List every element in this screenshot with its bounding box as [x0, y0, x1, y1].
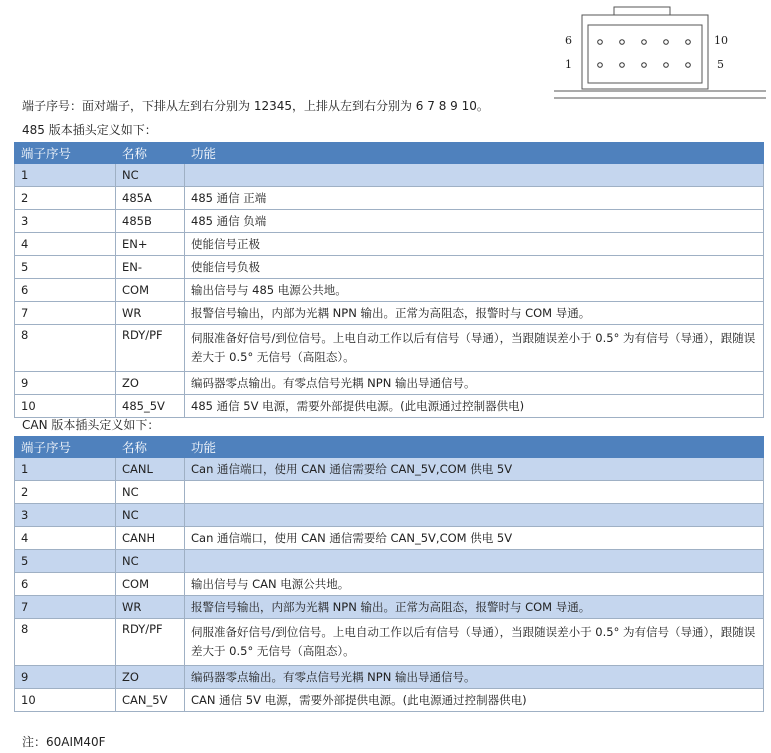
table-can-caption: CAN 版本插头定义如下：	[22, 418, 160, 432]
cell-func: 输出信号与 CAN 电源公共地。	[185, 573, 764, 596]
cell-num: 7	[15, 302, 116, 325]
cell-func: 编码器零点输出。有零点信号光耦 NPN 输出导通信号。	[185, 666, 764, 689]
header-name: 名称	[116, 437, 185, 458]
cell-num: 1	[15, 164, 116, 187]
cell-func	[185, 550, 764, 573]
cell-num: 8	[15, 619, 116, 666]
table-row	[15, 233, 764, 256]
table-485	[14, 142, 764, 418]
cell-name: NC	[116, 164, 185, 187]
cell-func	[185, 164, 764, 187]
table-row	[15, 164, 764, 187]
table-485-caption: 485 版本插头定义如下：	[22, 123, 157, 137]
cell-func: 伺服准备好信号/到位信号。上电自动工作以后有信号（导通），当跟随误差小于 0.5° 为有信号（导通），跟随误差大于 0.5° 无信号（高阻态）。	[185, 325, 764, 372]
terminal-numbering-note: 端子序号：面对端子，下排从左到右分别为 12345，上排从左到右分别为 6 7 8 9 10。	[22, 99, 489, 113]
cell-name: WR	[116, 596, 185, 619]
cell-name: 485_5V	[116, 395, 185, 418]
cell-num: 2	[15, 187, 116, 210]
cell-num: 7	[15, 596, 116, 619]
table-row	[15, 504, 764, 527]
cell-num: 3	[15, 504, 116, 527]
cell-func: CAN 通信 5V 电源，需要外部提供电源。(此电源通过控制器供电)	[185, 689, 764, 712]
table-row	[15, 619, 764, 666]
pin-label-10: 10	[714, 34, 728, 47]
cell-num: 4	[15, 527, 116, 550]
footnote: 注：60AIM40F	[22, 735, 106, 749]
cell-func	[185, 504, 764, 527]
cell-num: 6	[15, 573, 116, 596]
cell-name: WR	[116, 302, 185, 325]
cell-name: RDY/PF	[116, 619, 185, 666]
table-row	[15, 596, 764, 619]
cell-num: 2	[15, 481, 116, 504]
cell-name: ZO	[116, 372, 185, 395]
cell-num: 5	[15, 256, 116, 279]
connector-diagram	[552, 4, 768, 104]
table-row	[15, 666, 764, 689]
cell-name: 485A	[116, 187, 185, 210]
cell-num: 6	[15, 279, 116, 302]
cell-num: 3	[15, 210, 116, 233]
cell-name: NC	[116, 550, 185, 573]
cell-num: 10	[15, 689, 116, 712]
cell-func: 485 通信 负端	[185, 210, 764, 233]
table-row	[15, 689, 764, 712]
table-row	[15, 187, 764, 210]
cell-func: 伺服准备好信号/到位信号。上电自动工作以后有信号（导通），当跟随误差小于 0.5° 为有信号（导通），跟随误差大于 0.5° 无信号（高阻态）。	[185, 619, 764, 666]
table-row	[15, 256, 764, 279]
pin-label-1: 1	[565, 58, 572, 71]
table-row	[15, 395, 764, 418]
table-row	[15, 481, 764, 504]
connector-outline	[552, 4, 768, 104]
table-row	[15, 210, 764, 233]
table-row	[15, 573, 764, 596]
table-can	[14, 436, 764, 712]
cell-name: 485B	[116, 210, 185, 233]
cell-name: COM	[116, 573, 185, 596]
cell-name: ZO	[116, 666, 185, 689]
cell-name: CAN_5V	[116, 689, 185, 712]
cell-func: Can 通信端口，使用 CAN 通信需要给 CAN_5V,COM 供电 5V	[185, 527, 764, 550]
pin-label-5: 5	[717, 58, 724, 71]
table-row	[15, 458, 764, 481]
cell-func	[185, 481, 764, 504]
table-row	[15, 372, 764, 395]
header-name: 名称	[116, 143, 185, 164]
table-row	[15, 527, 764, 550]
header-function: 功能	[185, 437, 764, 458]
header-terminal: 端子序号	[15, 437, 116, 458]
pin-row-bottom	[598, 63, 691, 68]
cell-num: 1	[15, 458, 116, 481]
cell-func: 使能信号负极	[185, 256, 764, 279]
cell-num: 5	[15, 550, 116, 573]
cell-name: CANL	[116, 458, 185, 481]
cell-num: 4	[15, 233, 116, 256]
cell-name: NC	[116, 481, 185, 504]
cell-num: 10	[15, 395, 116, 418]
header-terminal: 端子序号	[15, 143, 116, 164]
cell-name: COM	[116, 279, 185, 302]
table-row	[15, 550, 764, 573]
cell-num: 8	[15, 325, 116, 372]
table-header	[15, 437, 764, 458]
cell-func: Can 通信端口，使用 CAN 通信需要给 CAN_5V,COM 供电 5V	[185, 458, 764, 481]
pin-label-6: 6	[565, 34, 572, 47]
cell-name: RDY/PF	[116, 325, 185, 372]
table-row	[15, 302, 764, 325]
cell-num: 9	[15, 372, 116, 395]
cell-name: NC	[116, 504, 185, 527]
cell-name: EN+	[116, 233, 185, 256]
cell-name: CANH	[116, 527, 185, 550]
cell-func: 输出信号与 485 电源公共地。	[185, 279, 764, 302]
cell-name: EN-	[116, 256, 185, 279]
cell-func: 使能信号正极	[185, 233, 764, 256]
cell-func: 报警信号输出，内部为光耦 NPN 输出。正常为高阻态，报警时与 COM 导通。	[185, 596, 764, 619]
cell-func: 485 通信 正端	[185, 187, 764, 210]
cell-num: 9	[15, 666, 116, 689]
cell-func: 编码器零点输出。有零点信号光耦 NPN 输出导通信号。	[185, 372, 764, 395]
cell-func: 485 通信 5V 电源，需要外部提供电源。(此电源通过控制器供电)	[185, 395, 764, 418]
table-row	[15, 325, 764, 372]
table-header	[15, 143, 764, 164]
pin-row-top	[598, 40, 691, 45]
cell-func: 报警信号输出，内部为光耦 NPN 输出。正常为高阻态，报警时与 COM 导通。	[185, 302, 764, 325]
table-row	[15, 279, 764, 302]
header-function: 功能	[185, 143, 764, 164]
